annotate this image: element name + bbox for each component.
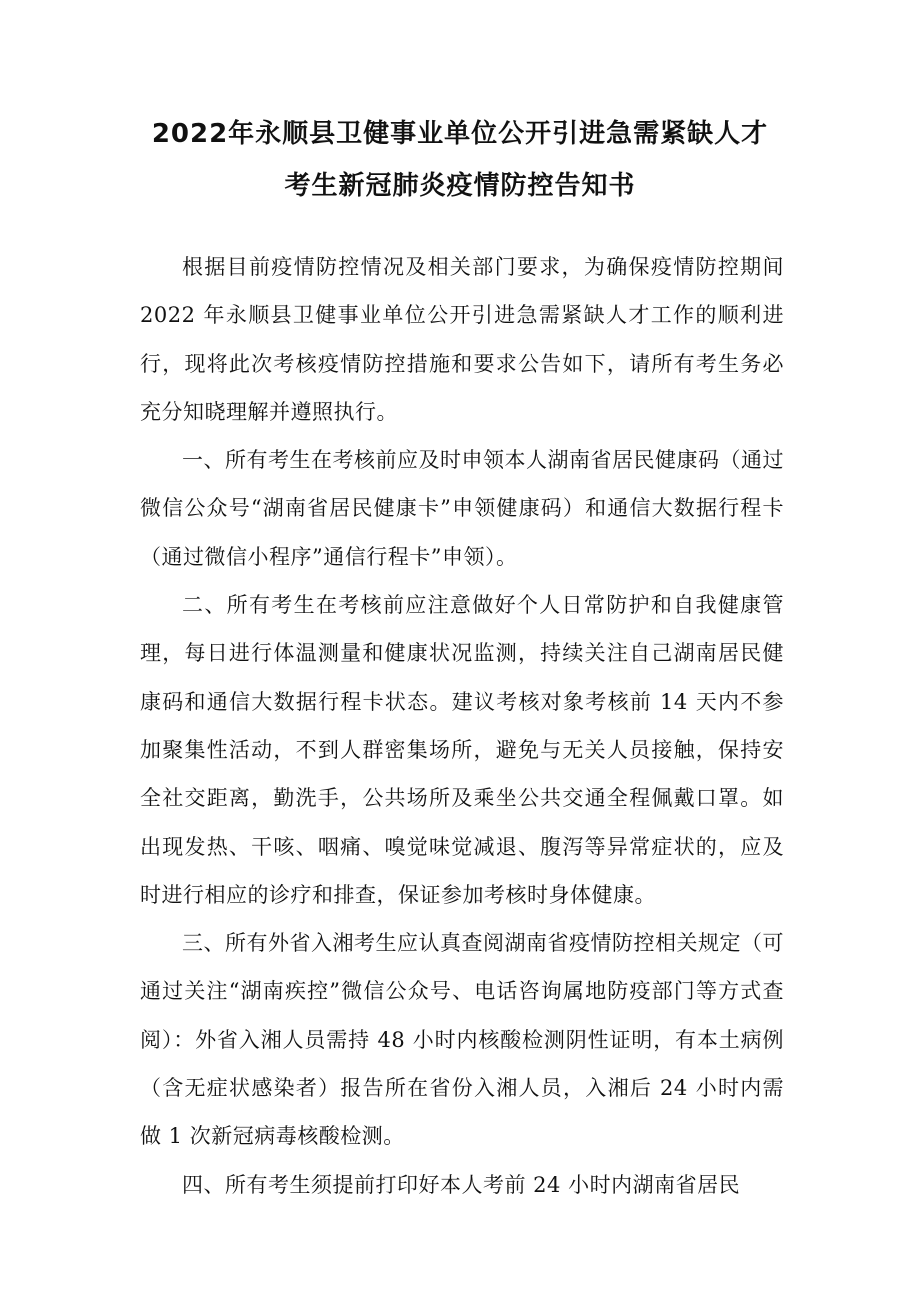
paragraph-item-1: 一、所有考生在考核前应及时申领本人湖南省居民健康码（通过微信公众号“湖南省居民健康卡”申领健康码）和通信大数据行程卡（通过微信小程序”通信行程卡”申领）。	[140, 448, 784, 569]
paragraph-item-2: 二、所有考生在考核前应注意做好个人日常防护和自我健康管理，每日进行体温测量和健康状况监测，持续关注自己湖南居民健康码和通信大数据行程卡状态。建议考核对象考核前 14 天内不参加聚集性活动，不到人群密集场所，避免与无关人员接触，保持安全社交距离，勤洗手，公共场所及乘坐公共交通全程佩戴口罩。如出现发热、干咳、咽痛、嗅觉味觉减退、腹泻等异常症状的，应及时进行相应的诊疗和排查，保证参加考核时身体健康。	[140, 593, 784, 907]
document-title-line-1: 2022年永顺县卫健事业单位公开引进急需紧缺人才	[151, 119, 769, 149]
paragraph-item-3: 三、所有外省入湘考生应认真查阅湖南省疫情防控相关规定（可通过关注“湖南疾控”微信公众号、电话咨询属地防疫部门等方式查阅）：外省入湘人员需持 48 小时内核酸检测阴性证明，有本土病例（含无症状感染者）报告所在省份入湘人员，入湘后 24 小时内需做 1 次新冠病毒核酸检测。	[140, 931, 784, 1149]
document-title-line-2: 考生新冠肺炎疫情防控告知书	[284, 171, 636, 201]
paragraph-intro: 根据目前疫情防控情况及相关部门要求，为确保疫情防控期间 2022 年永顺县卫健事业单位公开引进急需紧缺人才工作的顺利进行，现将此次考核疫情防控措施和要求公告如下，请所有考生务必充分知晓理解并遵照执行。	[140, 255, 784, 424]
document-body	[140, 243, 784, 1209]
paragraph-item-4: 四、所有考生须提前打印好本人考前 24 小时内湖南省居民	[182, 1172, 741, 1197]
